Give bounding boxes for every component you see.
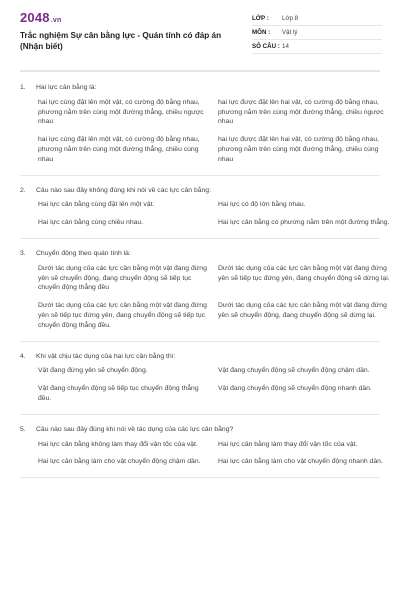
answer-option[interactable]: Hai lực có độ lớn bằng nhau. [218, 201, 306, 209]
meta-label: SỐ CÂU : [252, 43, 280, 50]
answer-option[interactable]: Hai lực cân bằng cùng chiều nhau. [38, 219, 144, 227]
question-head [20, 80, 380, 98]
answer-option[interactable]: Hai lực cân bằng có phương nằm trên một đường thẳng. [218, 219, 390, 227]
question-head [20, 183, 380, 201]
question-head [20, 349, 380, 367]
question-2 [20, 183, 390, 239]
question-text: Câu nào sau đây đúng khi nói về tác dụng của các lực cân bằng? [36, 425, 234, 433]
answer-option[interactable]: hai lực cùng đặt lên một vật, có cường độ bằng nhau, phương nằm trên cùng một đường thẳng, chiều cùng nhau [38, 136, 200, 163]
answer-option[interactable]: Hai lực cân bằng làm cho vật chuyển động chậm dần. [38, 458, 201, 466]
answer-option[interactable]: Hai lực cân bằng cùng đặt lên một vật. [38, 201, 155, 209]
answer-option[interactable]: Dưới tác dụng của các lực cân bằng một vật đang đứng yên sẽ tiếp tục đứng yên, đang chuyển động sẽ tiếp tục chuyển động thẳng đều. [38, 302, 207, 329]
answer-option[interactable]: Dưới tác dụng của các lực cân bằng một vật đang đứng yên sẽ chuyển động, đang chuyển động sẽ dừng lại. [218, 302, 387, 319]
question-list [20, 80, 390, 485]
answer-option[interactable]: hai lực được đặt lên hai vật, có cường độ bằng nhau, phương nằm trên cùng một đường thẳng, chiều ngược nhau [218, 98, 384, 126]
answer-option[interactable]: Vật đang chuyển động sẽ tiếp tục chuyển động thẳng đều. [38, 385, 199, 402]
header-divider [20, 70, 380, 72]
question-text: Hai lực cân bằng là: [36, 84, 97, 91]
question-number: 3. [20, 249, 26, 257]
answer-option[interactable]: Vật đang đứng yên sẽ chuyển động. [38, 367, 148, 375]
question-number: 2. [20, 186, 26, 194]
answer-options [20, 200, 390, 234]
answer-options [20, 264, 390, 337]
answer-option[interactable]: Hai lực cân bằng làm cho vật chuyển động nhanh dần. [218, 458, 383, 466]
question-text: Chuyển động theo quán tính là: [36, 249, 131, 257]
answer-option[interactable]: Vật đang chuyển động sẽ chuyển động chậm dần. [218, 367, 370, 375]
question-text: Khi vật chịu tác dụng của hai lực cân bằng thì: [36, 352, 176, 360]
meta-row-subject [252, 26, 382, 40]
question-5 [20, 422, 383, 478]
meta-row-class [252, 12, 382, 26]
logo-text: 2048 [20, 10, 50, 25]
question-number: 5. [20, 425, 26, 433]
question-1 [20, 80, 384, 176]
meta-label: MÔN : [252, 29, 271, 36]
question-number: 1. [20, 84, 26, 91]
site-logo[interactable] [20, 10, 61, 25]
answer-option[interactable]: Dưới tác dụng của các lực cân bằng một vật đang đứng yên sẽ chuyển động, đang chuyển động sẽ tiếp tục chuyển động thẳng đều [38, 264, 207, 292]
page-header [0, 0, 400, 68]
answer-option[interactable]: Dưới tác dụng của các lực cân bằng một vật đang đứng yên sẽ tiếp tục đứng yên, đang chuyển động sẽ dừng lại. [218, 264, 390, 282]
meta-label: LỚP : [252, 15, 269, 22]
meta-value: Vật lý [282, 29, 298, 36]
meta-value: Lớp 8 [282, 15, 299, 22]
answer-option[interactable]: hai lực được đặt lên hai vật, có cường độ bằng nhau, phương nằm trên cùng một đường thẳng, chiều cùng nhau [218, 136, 379, 163]
answer-option[interactable]: Hai lực cân bằng không làm thay đổi vận tốc của vật. [38, 440, 198, 448]
question-text: Câu nào sau đây không đúng khi nói về các lực cân bằng: [36, 186, 211, 194]
meta-row-count [252, 40, 382, 54]
answer-options [20, 366, 380, 409]
answer-option[interactable]: hai lực cùng đặt lên một vật, có cường độ bằng nhau, phương nằm trên cùng một đường thẳng, chiều ngược nhau [38, 98, 204, 126]
meta-value: 14 [282, 43, 289, 50]
question-head [20, 422, 380, 440]
meta-table [252, 12, 382, 54]
logo-suffix: .vn [50, 17, 62, 24]
question-4 [20, 349, 380, 415]
answer-option[interactable]: Hai lực cân bằng làm thay đổi vận tốc của vật. [218, 440, 358, 448]
question-3 [20, 246, 390, 342]
question-head [20, 246, 380, 264]
answer-options [20, 98, 384, 171]
answer-options [20, 440, 383, 474]
question-number: 4. [20, 352, 26, 360]
document-title: Trắc nghiệm Sự cân bằng lực - Quán tính có đáp án (Nhận biết) [20, 31, 222, 51]
answer-option[interactable]: Vật đang chuyển động sẽ chuyển động nhanh dần. [218, 385, 372, 393]
